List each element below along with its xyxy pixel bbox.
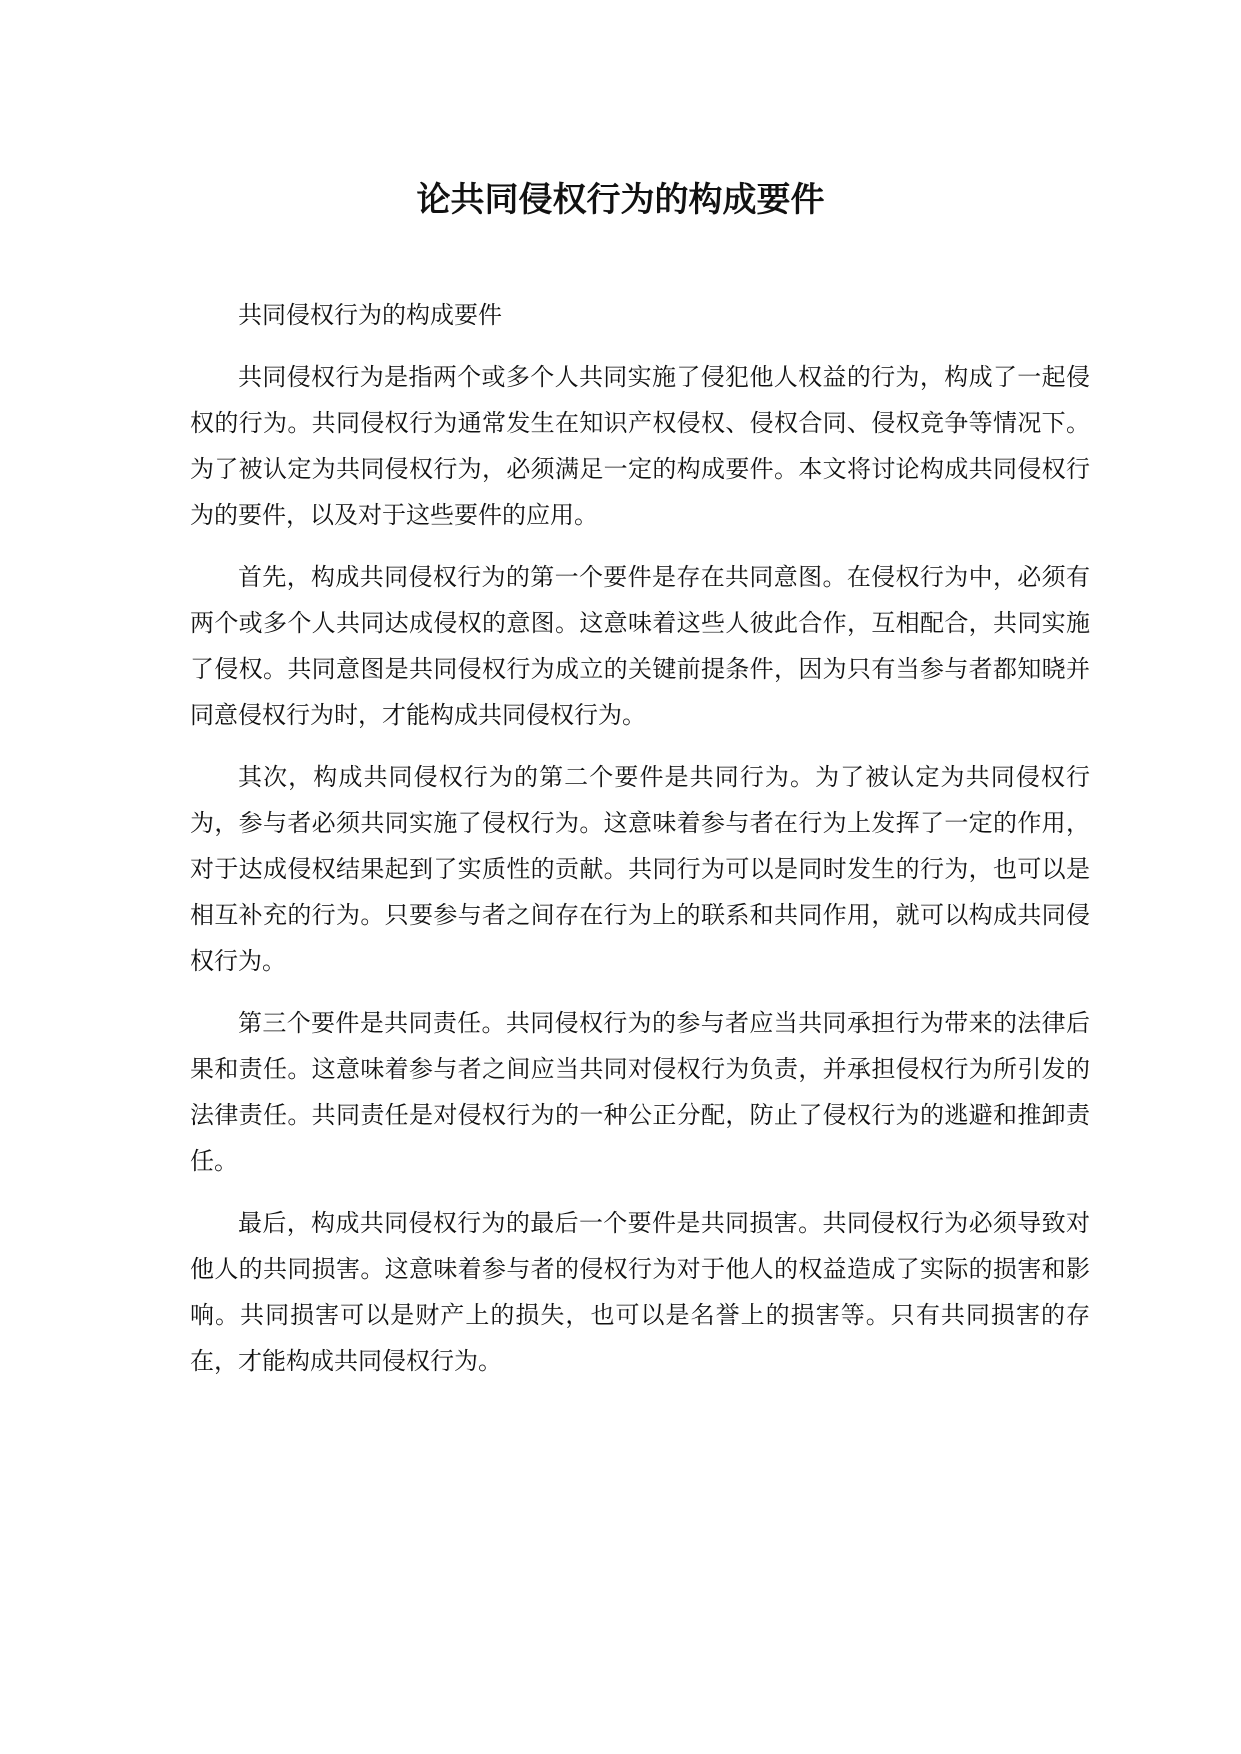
- paragraph-final-element: 最后，构成共同侵权行为的最后一个要件是共同损害。共同侵权行为必须导致对他人的共同损害。这意味着参与者的侵权行为对于他人的权益造成了实际的损害和影响。共同损害可以是财产上的损失，也可以是名誉上的损害等。只有共同损害的存在，才能构成共同侵权行为。: [190, 1209, 1090, 1375]
- document-title: 论共同侵权行为的构成要件: [416, 180, 825, 220]
- paragraph-intro: 共同侵权行为是指两个或多个人共同实施了侵犯他人权益的行为，构成了一起侵权的行为。共同侵权行为通常发生在知识产权侵权、侵权合同、侵权竞争等情况下。为了被认定为共同侵权行为，必须满足一定的构成要件。本文将讨论构成共同侵权行为的要件，以及对于这些要件的应用。: [190, 363, 1090, 529]
- paragraph-third-element: 第三个要件是共同责任。共同侵权行为的参与者应当共同承担行为带来的法律后果和责任。这意味着参与者之间应当共同对侵权行为负责，并承担侵权行为所引发的法律责任。共同责任是对侵权行为的一种公正分配，防止了侵权行为的逃避和推卸责任。: [190, 1009, 1090, 1175]
- document-subtitle: 共同侵权行为的构成要件: [238, 301, 502, 329]
- paragraph-second-element: 其次，构成共同侵权行为的第二个要件是共同行为。为了被认定为共同侵权行为，参与者必须共同实施了侵权行为。这意味着参与者在行为上发挥了一定的作用，对于达成侵权结果起到了实质性的贡献。共同行为可以是同时发生的行为，也可以是相互补充的行为。只要参与者之间存在行为上的联系和共同作用，就可以构成共同侵权行为。: [190, 763, 1090, 975]
- document-body: [190, 292, 1090, 1400]
- paragraph-first-element: 首先，构成共同侵权行为的第一个要件是存在共同意图。在侵权行为中，必须有两个或多个人共同达成侵权的意图。这意味着这些人彼此合作，互相配合，共同实施了侵权。共同意图是共同侵权行为成立的关键前提条件，因为只有当参与者都知晓并同意侵权行为时，才能构成共同侵权行为。: [190, 563, 1090, 729]
